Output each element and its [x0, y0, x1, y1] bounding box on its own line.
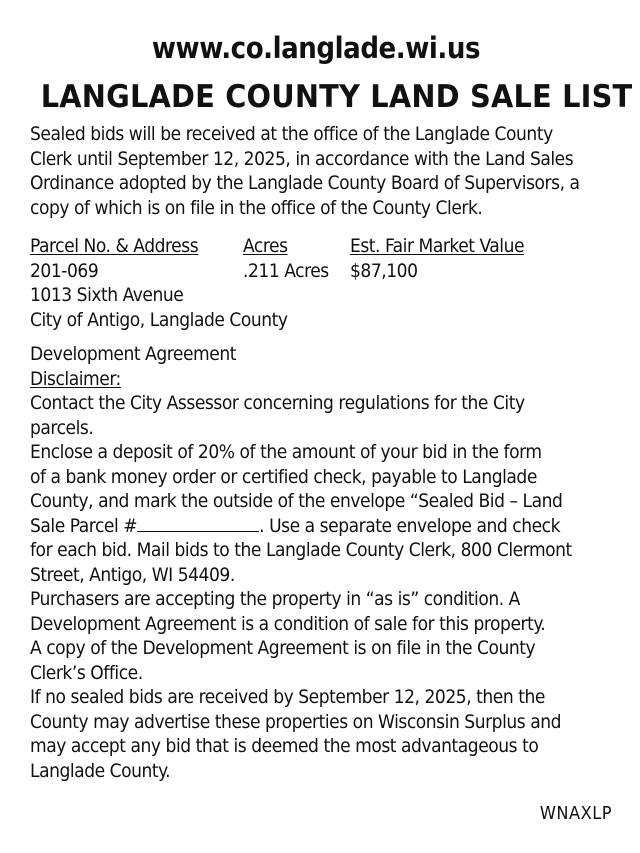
parcel-acres: .211 Acres [243, 259, 329, 282]
terms-line: If no sealed bids are received by September 12, 2025, then the [30, 686, 545, 708]
parcel-number: 201-069 [30, 259, 99, 282]
terms-line: County may advertise these properties on Wisconsin Surplus and [30, 710, 562, 733]
terms-section [30, 342, 612, 783]
intro-line: Sealed bids will be received at the office of the Langlade County [30, 123, 553, 145]
terms-line: Development Agreement is a condition of sale for this property. [30, 612, 546, 635]
terms-line: Enclose a deposit of 20% of the amount of your bid in the form [30, 441, 542, 463]
intro-line: copy of which is on file in the office of the County Clerk. [30, 196, 483, 219]
terms-line: County, and mark the outside of the envelope “Sealed Bid – Land [30, 490, 563, 512]
agreement-label: Development Agreement [30, 343, 236, 365]
terms-line: Contact the City Assessor concerning regulations for the City [30, 392, 525, 414]
terms-line: of a bank money order or certified check, payable to Langlade [30, 465, 537, 488]
terms-line: Clerk’s Office. [30, 661, 143, 684]
value-header: Est. Fair Market Value [350, 235, 525, 257]
parcel-address-line: 1013 Sixth Avenue [30, 284, 184, 306]
parcel-header: Parcel No. & Address [30, 235, 199, 257]
publication-code: WNAXLP [539, 803, 612, 824]
envelope-instruction: . Use a separate envelope and check [259, 514, 561, 537]
terms-line: A copy of the Development Agreement is on file in the County [30, 637, 536, 659]
parcel-number-blank [137, 515, 259, 532]
terms-line-with-blank [30, 514, 612, 539]
parcel-table [30, 234, 612, 332]
value-column [350, 234, 524, 283]
terms-line: Purchasers are accepting the property in “as is” condition. A [30, 588, 520, 610]
acres-column [243, 234, 329, 283]
intro-line: Ordinance adopted by the Langlade County Board of Supervisors, a [30, 172, 580, 194]
terms-line: Langlade County. [30, 759, 171, 782]
terms-line: parcels. [30, 416, 94, 439]
intro-paragraph [30, 122, 612, 220]
parcel-address-line: City of Antigo, Langlade County [30, 308, 288, 331]
parcel-value: $87,100 [350, 259, 418, 282]
intro-line: Clerk until September 12, 2025, in accordance with the Land Sales [30, 147, 574, 170]
acres-header: Acres [243, 235, 288, 257]
terms-line: may accept any bid that is deemed the most advantageous to [30, 735, 539, 757]
terms-line: for each bid. Mail bids to the Langlade County Clerk, 800 Clermont [30, 539, 572, 561]
land-sale-notice [30, 28, 633, 783]
notice-title: LANGLADE COUNTY LAND SALE LIST [40, 79, 633, 115]
sale-parcel-label: Sale Parcel # [30, 514, 138, 537]
county-website-url: www.co.langlade.wi.us [151, 31, 481, 65]
disclaimer-label: Disclaimer: [30, 367, 121, 390]
terms-line: Street, Antigo, WI 54409. [30, 563, 235, 586]
